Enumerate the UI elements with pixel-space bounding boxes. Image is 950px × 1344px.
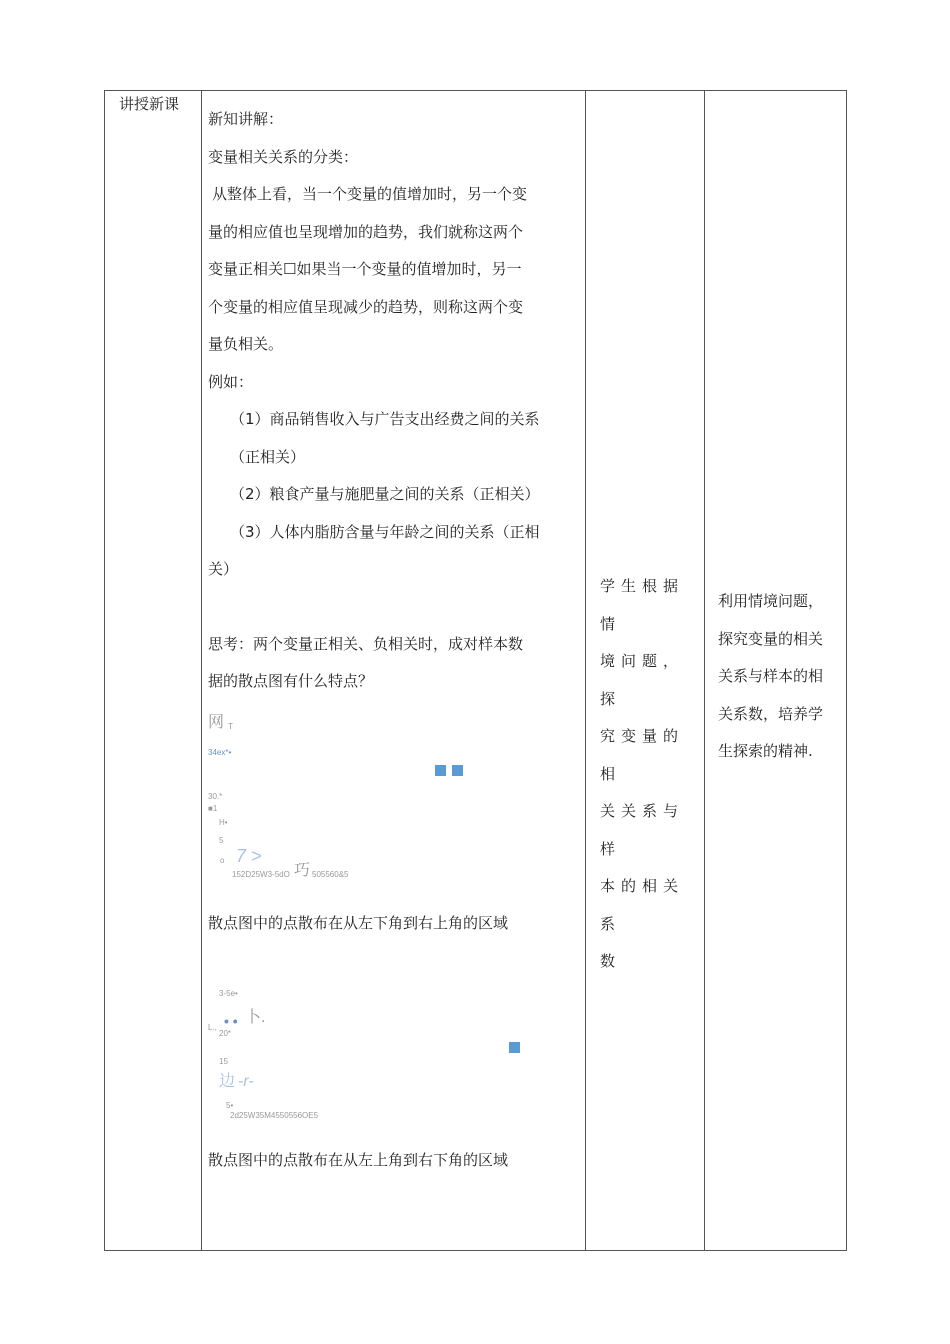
definition-line: 个变量的相应值呈现减少的趋势，则称这两个变	[208, 297, 524, 316]
lesson-content	[208, 101, 576, 1180]
scatter-text: T	[228, 721, 233, 731]
scatter-text: 30.*	[208, 791, 223, 801]
purpose-line: 利用情境问题，	[718, 592, 824, 610]
student-line: 境问题，探	[600, 652, 685, 708]
scatter-text: 巧	[294, 861, 311, 879]
scatter-text: L.,	[208, 1023, 217, 1032]
scatter-text: 152D25W3-5dO	[232, 869, 290, 879]
scatter-text: 5•	[226, 1101, 234, 1110]
scatter-text: 20*	[219, 1029, 232, 1038]
scatter-point	[452, 765, 463, 776]
scatter-caption: 散点图中的点散布在从左下角到右上角的区域	[208, 913, 509, 932]
scatter-text: 卜.	[245, 1009, 266, 1026]
student-activity	[600, 568, 700, 981]
scatter-plot-negative	[208, 942, 576, 1142]
section-subheading: 变量相关关系的分类：	[208, 147, 359, 166]
scatter-text: 34ex*•	[208, 747, 232, 757]
definition-line: 量负相关。	[208, 335, 284, 353]
purpose-line: 关系数，培养学	[718, 704, 824, 723]
example-item: 关）	[208, 560, 239, 578]
definition-line: 变量正相关☐如果当一个变量的值增加时，另一	[208, 260, 522, 278]
content-cell	[202, 91, 585, 1250]
scatter-text: • •	[224, 1013, 238, 1029]
purpose-line: 探究变量的相关	[718, 629, 824, 648]
think-line: 思考：两个变量正相关、负相关时，成对样本数	[208, 634, 524, 653]
definition-line: 量的相应值也呈现增加的趋势，我们就称这两个	[208, 222, 524, 241]
scatter-text: ■1	[208, 803, 218, 813]
scatter-text: 2d25W35M4550556OE5	[230, 1111, 319, 1120]
scatter-text: 边	[219, 1073, 236, 1090]
example-item: （3）人体内脂肪含量与年龄之间的关系（正相	[230, 522, 540, 541]
example-item: （正相关）	[230, 447, 306, 466]
student-line: 本的相关系	[600, 877, 685, 933]
scatter-point	[509, 1042, 520, 1053]
think-line: 据的散点图有什么特点？	[208, 672, 374, 690]
scatter-plot-positive	[208, 701, 576, 905]
spacer	[208, 589, 576, 626]
lesson-table	[104, 90, 847, 1251]
scatter-text: 网	[208, 713, 225, 731]
example-item: （2）粮食产量与施肥量之间的关系（正相关）	[230, 485, 540, 503]
purpose-line: 关系与样本的相	[718, 667, 824, 685]
scatter-caption: 散点图中的点散布在从左上角到右下角的区域	[208, 1151, 509, 1169]
scatter-text: 7 >	[236, 845, 262, 866]
scatter-text: 15	[219, 1057, 228, 1066]
student-line: 关关系与样	[600, 802, 685, 858]
student-activity-cell	[586, 91, 704, 1250]
student-line: 学生根据情	[600, 577, 685, 633]
example-label: 例如：	[208, 372, 254, 391]
design-purpose	[718, 583, 842, 771]
example-item: （1）商品销售收入与广告支出经费之间的关系	[230, 410, 540, 428]
scatter-text: -r-	[238, 1073, 254, 1090]
scatter-point	[435, 765, 446, 776]
student-line: 究变量的相	[600, 727, 685, 783]
scatter-text: 3-5e•	[219, 989, 238, 998]
student-line: 数	[600, 952, 622, 970]
definition-line: 从整体上看，当一个变量的值增加时，另一个变	[212, 185, 528, 203]
stage-label: 讲授新课	[119, 95, 180, 113]
purpose-line: 生探索的精神.	[718, 742, 813, 760]
section-heading: 新知讲解：	[208, 110, 284, 128]
scatter-text: H•	[219, 817, 228, 827]
design-purpose-cell	[705, 91, 846, 1250]
scatter-text: o	[220, 855, 225, 865]
scatter-text: 505560&5	[312, 869, 349, 879]
scatter-text: 5	[219, 835, 224, 845]
stage-cell	[105, 91, 201, 1250]
